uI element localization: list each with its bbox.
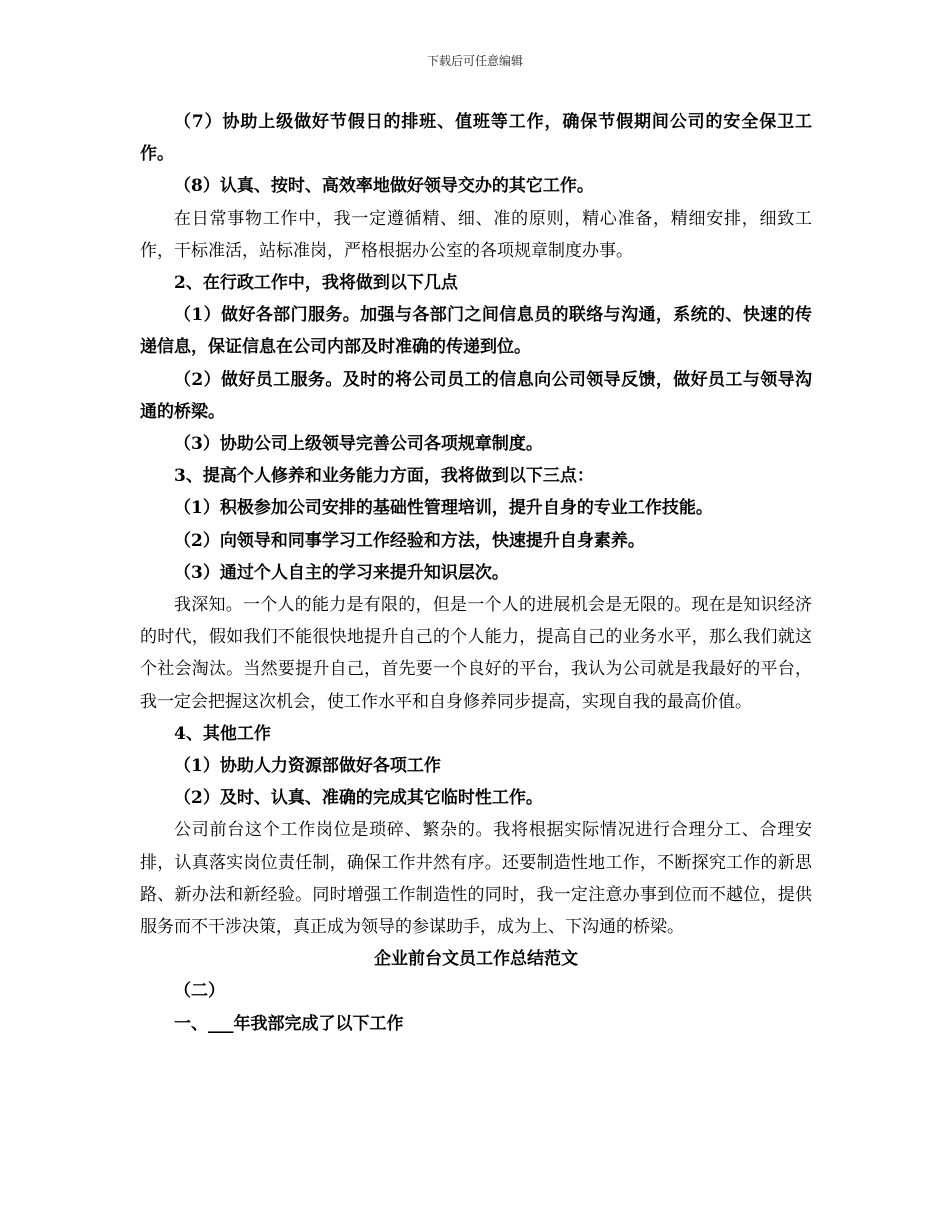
paragraph-7: （7）协助上级做好节假日的排班、值班等工作，确保节假期间公司的安全保卫工作。 [140,112,812,165]
section-title: 企业前台文员工作总结范文 [374,949,578,970]
paragraph-other-2: （2）及时、认真、准确的完成其它临时性工作。 [174,788,543,809]
paragraph-other-1: （1）协助人力资源部做好各项工作 [174,756,441,777]
paragraph-admin-1: （1）做好各部门服务。加强与各部门之间信息员的联络与沟通，系统的、快速的传递信息，保证信息在公司内部及时准确的传递到位。 [140,305,812,358]
heading-other-work: 4、其他工作 [174,723,271,744]
heading-self-improvement: 3、提高个人修养和业务能力方面，我将做到以下三点： [174,466,594,487]
document-body [140,106,812,1040]
paragraph-daily-work: 在日常事物工作中，我一定遵循精、细、准的原则，精心准备，精细安排，细致工作，干标准活，站标准岗，严格根据办公室的各项规章制度办事。 [140,208,812,261]
final-heading: 一、___年我部完成了以下工作 [174,1013,404,1034]
paragraph-improve-1: （1）积极参加公司安排的基础性管理培训，提升自身的专业工作技能。 [174,498,713,519]
heading-admin-work: 2、在行政工作中，我将做到以下几点 [174,273,458,294]
paragraph-8: （8）认真、按时、高效率地做好领导交办的其它工作。 [174,176,594,197]
paragraph-conclusion: 公司前台这个工作岗位是琐碎、繁杂的。我将根据实际情况进行合理分工、合理安排，认真落实岗位责任制，确保工作井然有序。还要制造性地工作，不断探究工作的新思路、新办法和新经验。同时增强工作制造性的同时，我一定注意办事到位而不越位，提供服务而不干涉决策，真正成为领导的参谋助手，成为上、下沟通的桥梁。 [140,820,812,938]
paragraph-improve-2: （2）向领导和同事学习工作经验和方法，快速提升自身素养。 [174,530,645,551]
paragraph-improve-3: （3）通过个人自主的学习来提升知识层次。 [174,562,509,583]
paragraph-reflection: 我深知。一个人的能力是有限的，但是一个人的进展机会是无限的。现在是知识经济的时代，假如我们不能很快地提升自己的个人能力，提高自己的业务水平，那么我们就这个社会淘汰。当然要提升自己，首先要一个良好的平台，我认为公司就是我最好的平台，我一定会把握这次机会，使工作水平和自身修养同步提高，实现自我的最高价值。 [140,595,812,712]
sub-heading: （二） [174,981,225,1002]
paragraph-admin-2: （2）做好员工服务。及时的将公司员工的信息向公司领导反馈，做好员工与领导沟通的桥梁。 [140,369,812,422]
paragraph-admin-3: （3）协助公司上级领导完善公司各项规章制度。 [174,434,543,455]
page-header: 下载后可任意编辑 [426,54,523,68]
